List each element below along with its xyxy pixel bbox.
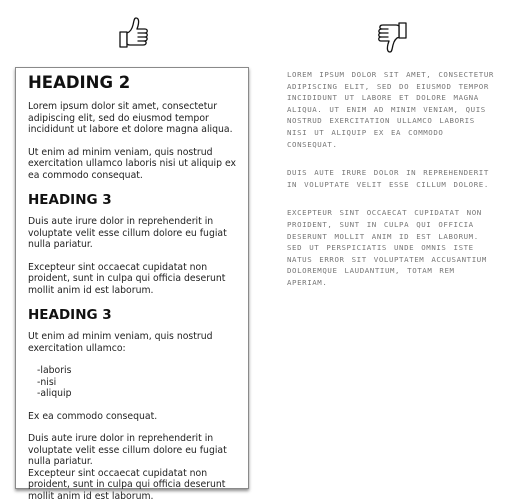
paragraph: Ex ea commodo consequat. [28, 411, 238, 423]
good-example-card [15, 67, 249, 489]
list-item: -aliquip [37, 388, 238, 400]
paragraph: DUIS AUTE IRURE DOLOR IN REPREHENDERIT IN VOLUPTATE VELIT ESSE CILLUM DOLORE. [287, 167, 497, 190]
paragraph: Ut enim ad minim veniam, quis nostrud exercitation ullamco laboris nisi ut aliquip ex ea commodo consequat. [28, 147, 238, 182]
bullet-list [28, 365, 238, 400]
paragraph: Duis aute irure dolor in reprehenderit in voluptate velit esse cillum dolore eu fugiat nulla pariatur. [28, 216, 238, 251]
paragraph: LOREM IPSUM DOLOR SIT AMET, CONSECTETUR ADIPISCING ELIT, SED DO EIUSMOD TEMPOR INCIDIDUNT UT LABORE ET DOLORE MAGNA ALIQUA. UT ENIM AD MINIM VENIAM, QUIS NOSTRUD EXERCITATION ULLAMCO LABORIS NISI UT ALIQUIP EX EA COMMODO CONSEQUAT. [287, 69, 497, 150]
heading-level-3: HEADING 3 [28, 192, 238, 209]
list-item: -nisi [37, 377, 238, 389]
list-item: -laboris [37, 365, 238, 377]
thumbs-up-icon [118, 15, 150, 51]
paragraph: Duis aute irure dolor in reprehenderit in voluptate velit esse cillum dolore eu fugiat nulla pariatur. [28, 433, 238, 468]
bad-example-text [287, 69, 497, 306]
paragraph: Excepteur sint occaecat cupidatat non proident, sunt in culpa qui officia deserunt mollit anim id est laborum. [28, 468, 238, 502]
paragraph: Ut enim ad minim veniam, quis nostrud exercitation ullamco: [28, 331, 238, 354]
paragraph: EXCEPTEUR SINT OCCAECAT CUPIDATAT NON PROIDENT, SUNT IN CULPA QUI OFFICIA DESERUNT MOLLIT ANIM ID EST LABORUM. SED UT PERSPICIATIS UNDE OMNIS ISTE NATUS ERROR SIT VOLUPTATEM ACCUSANTIUM DOLOREMQUE LAUDANTIUM, TOTAM REM APERIAM. [287, 207, 497, 288]
heading-level-3: HEADING 3 [28, 307, 238, 324]
paragraph: Lorem ipsum dolor sit amet, consectetur adipiscing elit, sed do eiusmod tempor incididunt ut labore et dolore magna aliqua. [28, 101, 238, 136]
paragraph: Excepteur sint occaecat cupidatat non proident, sunt in culpa qui officia deserunt mollit anim id est laborum. [28, 262, 238, 297]
heading-level-2: HEADING 2 [28, 73, 238, 93]
thumbs-down-icon [376, 19, 408, 55]
